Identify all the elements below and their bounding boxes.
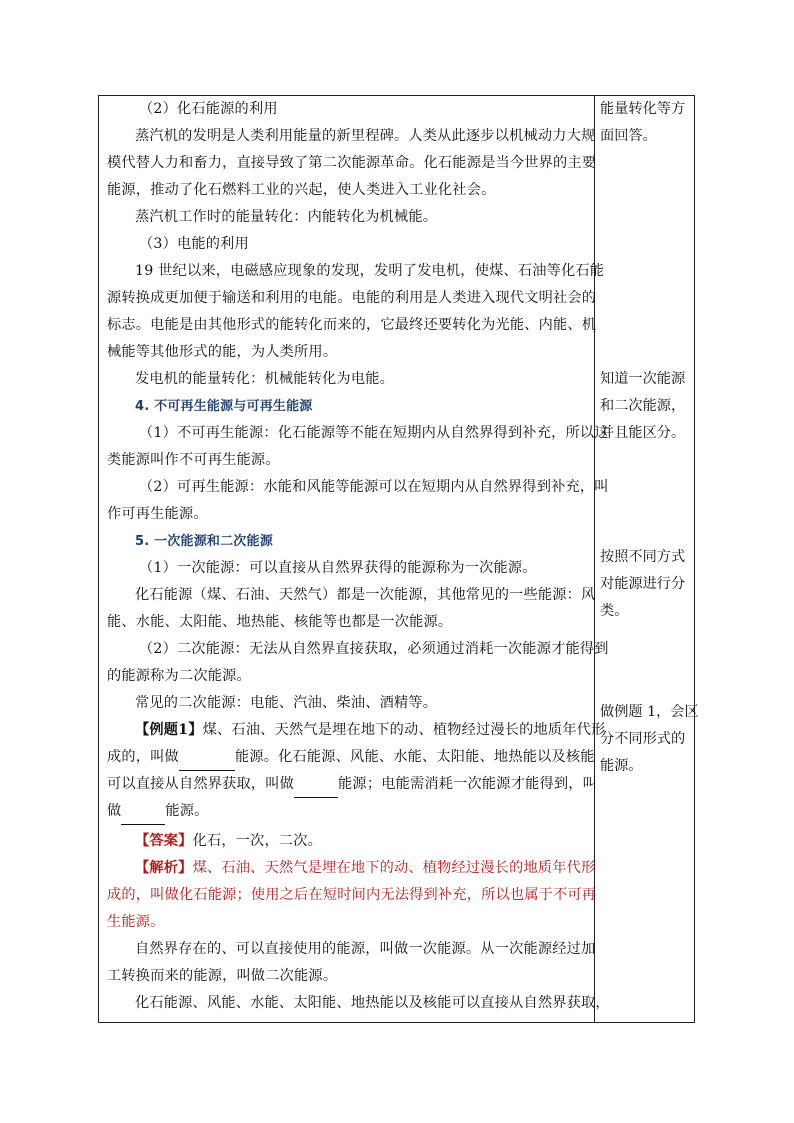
paragraph-line: 类能源叫作不可再生能源。 — [107, 452, 280, 468]
example-text: 可以直接从自然界获取，叫做 — [107, 776, 295, 792]
subheading-electric-energy: （3）电能的利用 — [139, 236, 249, 252]
example-text: 能源。 — [165, 803, 209, 819]
objective-line: 做例题 1，会区 — [600, 704, 699, 720]
example-line — [107, 798, 209, 825]
objective-line: 能量转化等方 — [600, 101, 686, 117]
lesson-table — [98, 95, 699, 1023]
answer-text: 化石，一次，二次。 — [192, 833, 323, 849]
objective-line: 能源。 — [600, 758, 643, 774]
objective-line: 对能源进行分 — [600, 576, 686, 592]
section-heading-4: 4. 不可再生能源与可再生能源 — [135, 399, 313, 414]
paragraph-line: 蒸汽机工作时的能量转化：内能转化为机械能。 — [135, 209, 438, 225]
paragraph-line: 械能等其他形式的能，为人类所用。 — [107, 344, 338, 360]
example-line — [107, 744, 595, 771]
paragraph-line: （1）不可再生能源：化石能源等不能在短期内从自然界得到补充，所以这 — [139, 425, 609, 441]
paragraph-line: 化石能源、风能、水能、太阳能、地热能以及核能可以直接从自然界获取， — [135, 995, 610, 1011]
objective-line: 知道一次能源 — [600, 371, 686, 387]
paragraph-line: 蒸汽机的发明是人类利用能量的新里程碑。人类从此逐步以机械动力大规 — [135, 128, 596, 144]
analysis-line — [135, 855, 595, 882]
example-text: 煤、石油、天然气是埋在地下的动、植物经过漫长的地质年代形 — [202, 722, 606, 738]
analysis-line: 成的，叫做化石能源；使用之后在短时间内无法得到补充，所以也属于不可再 — [107, 887, 597, 903]
example-label: 【例题1】 — [135, 722, 203, 738]
paragraph-line: 19 世纪以来，电磁感应现象的发现，发明了发电机，使煤、石油等化石能 — [135, 263, 605, 279]
analysis-label: 【解析】 — [135, 860, 193, 876]
paragraph-line: 标志。电能是由其他形式的能转化而来的，它最终还要转化为光能、内能、机 — [107, 317, 597, 333]
answer-blank[interactable] — [121, 806, 165, 825]
paragraph-line: 发电机的能量转化：机械能转化为电能。 — [135, 371, 394, 387]
example-text: 能源。化石能源、风能、水能、太阳能、地热能以及核能 — [234, 749, 595, 765]
paragraph-line: 的能源称为二次能源。 — [107, 668, 251, 684]
objective-line: 类。 — [600, 603, 629, 619]
paragraph-line: 源转换成更加便于输送和利用的电能。电能的利用是人类进入现代文明社会的 — [107, 290, 597, 306]
example-text: 做 — [107, 803, 122, 819]
objective-line: 并且能区分。 — [600, 425, 686, 441]
paragraph-line: 自然界存在的、可以直接使用的能源，叫做一次能源。从一次能源经过加 — [135, 941, 596, 957]
paragraph-line: 能、水能、太阳能、地热能、核能等也都是一次能源。 — [107, 614, 453, 630]
objective-line: 按照不同方式 — [600, 549, 686, 565]
answer-blank[interactable] — [179, 752, 235, 771]
paragraph-line: 工转换而来的能源，叫做二次能源。 — [107, 968, 338, 984]
paragraph-line: 作可再生能源。 — [107, 506, 208, 522]
example-text: 能源；电能需消耗一次能源才能得到，叫 — [338, 776, 598, 792]
paragraph-line: 化石能源（煤、石油、天然气）都是一次能源，其他常见的一些能源：风 — [135, 587, 596, 603]
objective-line: 分不同形式的 — [600, 731, 686, 747]
subheading-fossil-energy: （2）化石能源的利用 — [139, 101, 278, 117]
analysis-line: 生能源。 — [107, 914, 165, 930]
paragraph-line: 能源，推动了化石燃料工业的兴起，使人类进入工业化社会。 — [107, 182, 496, 198]
paragraph-line: （1）一次能源：可以直接从自然界获得的能源称为一次能源。 — [139, 560, 537, 576]
paragraph-line: 常见的二次能源：电能、汽油、柴油、酒精等。 — [135, 695, 438, 711]
objective-line: 面回答。 — [600, 128, 657, 144]
example-line — [135, 717, 605, 744]
paragraph-line: （2）可再生能源：水能和风能等能源可以在短期内从自然界得到补充，叫 — [139, 479, 609, 495]
paragraph-line: 模代替人力和畜力，直接导致了第二次能源革命。化石能源是当今世界的主要 — [107, 155, 597, 171]
answer-blank[interactable] — [294, 779, 338, 798]
example-text: 成的，叫做 — [107, 749, 179, 765]
analysis-text: 煤、石油、天然气是埋在地下的动、植物经过漫长的地质年代形 — [192, 860, 596, 876]
answer-line — [135, 828, 322, 855]
example-line — [107, 771, 597, 798]
answer-label: 【答案】 — [135, 833, 193, 849]
section-heading-5: 5. 一次能源和二次能源 — [135, 534, 273, 549]
objective-line: 和二次能源， — [600, 398, 686, 414]
paragraph-line: （2）二次能源：无法从自然界直接获取，必须通过消耗一次能源才能得到 — [139, 641, 609, 657]
